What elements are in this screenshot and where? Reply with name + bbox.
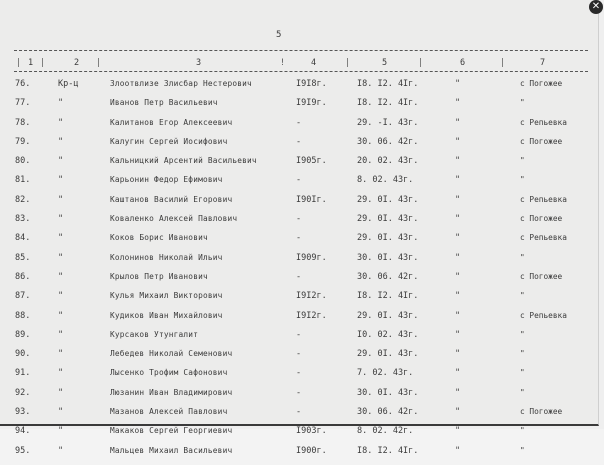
table-row: [0, 349, 598, 368]
table-row: [0, 330, 598, 349]
column-separator: |: [40, 58, 46, 68]
row-column-6: ": [455, 175, 461, 186]
column-header-6: 6: [460, 58, 466, 68]
row-rank: ": [58, 310, 64, 321]
row-place: ": [520, 368, 525, 378]
row-rank: ": [58, 407, 64, 418]
row-date: 29. 0I. 43г.: [357, 214, 419, 225]
row-birth-year: I9I9г.: [296, 98, 327, 109]
row-date: 30. 06. 42г.: [357, 136, 419, 147]
row-birth-year: I909г.: [296, 252, 327, 263]
table-row: [0, 272, 598, 291]
row-date: 8. 02. 43г.: [357, 175, 414, 186]
row-rank: ": [58, 426, 64, 437]
column-header-7: 7: [540, 58, 546, 68]
row-column-6: ": [455, 291, 461, 302]
column-separator: |: [16, 58, 22, 68]
row-place: ": [520, 349, 525, 359]
table-header: [0, 58, 598, 70]
table-row: [0, 446, 598, 465]
row-birth-year: -: [296, 271, 302, 282]
row-date: 29. 0I. 43г.: [357, 194, 419, 205]
table-row: [0, 311, 598, 330]
row-number: 80.: [15, 156, 31, 167]
column-header-4: 4: [311, 58, 317, 68]
row-place: с Репьевка: [520, 117, 567, 127]
row-column-6: ": [455, 194, 461, 205]
row-number: 86.: [15, 271, 31, 282]
row-rank: ": [58, 117, 64, 128]
row-full-name: Кальницкий Арсентий Васильевич: [110, 156, 257, 166]
row-column-6: ": [455, 79, 461, 89]
row-full-name: Мальцев Михаил Васильевич: [110, 445, 233, 455]
column-separator: |: [500, 58, 506, 68]
row-place: ": [520, 329, 525, 339]
row-birth-year: -: [296, 368, 302, 379]
row-date: 29. 0I. 43г.: [357, 233, 419, 244]
row-column-6: ": [455, 310, 461, 321]
table-row: [0, 118, 598, 137]
row-number: 77.: [15, 98, 31, 109]
row-date: 29. 0I. 43г.: [357, 349, 419, 360]
row-column-6: ": [455, 387, 461, 398]
row-place: ": [520, 445, 525, 455]
row-number: 78.: [15, 117, 31, 128]
table-row: [0, 291, 598, 310]
table-row: [0, 426, 598, 445]
row-number: 76.: [15, 79, 31, 89]
row-rank: ": [58, 98, 64, 109]
row-column-6: ": [455, 407, 461, 418]
row-full-name: Лебедев Николай Семенович: [110, 349, 233, 359]
row-place: с Погожее: [520, 136, 563, 146]
row-full-name: Карьонин Федор Ефимович: [110, 175, 223, 185]
row-number: 81.: [15, 175, 31, 186]
row-full-name: Калугин Сергей Иосифович: [110, 136, 228, 146]
row-full-name: Люзанин Иван Владимирович: [110, 387, 233, 397]
row-number: 85.: [15, 252, 31, 263]
row-rank: ": [58, 445, 64, 456]
row-place: с Репьевка: [520, 194, 567, 204]
row-number: 83.: [15, 214, 31, 225]
row-column-6: ": [455, 426, 461, 437]
row-number: 90.: [15, 349, 31, 360]
row-number: 91.: [15, 368, 31, 379]
row-column-6: ": [455, 252, 461, 263]
column-separator: !: [280, 58, 286, 68]
row-birth-year: -: [296, 136, 302, 147]
row-full-name: Колонинов Николай Ильич: [110, 252, 223, 262]
row-column-6: ": [455, 136, 461, 147]
row-full-name: Кудиков Иван Михайлович: [110, 310, 223, 320]
row-birth-year: -: [296, 117, 302, 128]
row-number: 87.: [15, 291, 31, 302]
row-date: I0. 02. 43г.: [357, 329, 419, 340]
row-number: 89.: [15, 329, 31, 340]
table-row: [0, 388, 598, 407]
row-rank: ": [58, 136, 64, 147]
row-full-name: Лысенко Трофим Сафонович: [110, 368, 228, 378]
close-button[interactable]: [589, 0, 603, 14]
row-date: I8. I2. 4Iг.: [357, 98, 419, 109]
row-rank: ": [58, 214, 64, 225]
row-rank: ": [58, 368, 64, 379]
column-header-5: 5: [382, 58, 388, 68]
row-number: 84.: [15, 233, 31, 244]
column-header-2: 2: [74, 58, 80, 68]
table-row: [0, 98, 598, 117]
row-birth-year: -: [296, 214, 302, 225]
table-row: [0, 156, 598, 175]
row-column-6: ": [455, 329, 461, 340]
row-place: ": [520, 156, 525, 166]
row-birth-year: I9I2г.: [296, 310, 327, 321]
row-full-name: Макаков Сергей Георгиевич: [110, 426, 233, 436]
table-row: [0, 253, 598, 272]
header-bottom-rule: [14, 71, 588, 72]
column-separator: |: [418, 58, 424, 68]
row-place: ": [520, 387, 525, 397]
row-column-6: ": [455, 117, 461, 128]
row-number: 95.: [15, 445, 31, 456]
table-row: [0, 407, 598, 426]
row-place: ": [520, 426, 525, 436]
row-place: ": [520, 98, 525, 108]
row-birth-year: -: [296, 329, 302, 340]
row-date: I8. I2. 4Iг.: [357, 445, 419, 456]
row-date: 30. 0I. 43г.: [357, 387, 419, 398]
row-place: ": [520, 175, 525, 185]
row-date: 20. 02. 43г.: [357, 156, 419, 167]
row-place: с Погожее: [520, 271, 563, 281]
row-place: ": [520, 291, 525, 301]
row-rank: Кр-ц: [58, 79, 79, 89]
row-column-6: ": [455, 98, 461, 109]
row-number: 94.: [15, 426, 31, 437]
row-column-6: ": [455, 349, 461, 360]
row-full-name: Курсаков Утунгалит: [110, 329, 199, 339]
row-birth-year: -: [296, 407, 302, 418]
row-date: I8. I2. 4Iг.: [357, 291, 419, 302]
row-rank: ": [58, 271, 64, 282]
table-row: [0, 79, 598, 98]
page-number: 5: [276, 30, 282, 40]
row-column-6: ": [455, 271, 461, 282]
row-column-6: ": [455, 156, 461, 167]
row-birth-year: I903г.: [296, 426, 327, 437]
row-place: с Репьевка: [520, 233, 567, 243]
row-place: с Репьевка: [520, 310, 567, 320]
table-row: [0, 214, 598, 233]
row-number: 82.: [15, 194, 31, 205]
row-birth-year: -: [296, 387, 302, 398]
row-birth-year: I9I2г.: [296, 291, 327, 302]
row-column-6: ": [455, 368, 461, 379]
row-birth-year: -: [296, 175, 302, 186]
row-rank: ": [58, 349, 64, 360]
row-date: 30. 0I. 43г.: [357, 252, 419, 263]
row-date: 29. -I. 43г.: [357, 117, 419, 128]
row-full-name: Иванов Петр Васильевич: [110, 98, 218, 108]
column-header-1: 1: [28, 58, 34, 68]
row-date: 30. 06. 42г.: [357, 407, 419, 418]
row-place: с Погожее: [520, 214, 563, 224]
row-full-name: Калитанов Егор Алексеевич: [110, 117, 233, 127]
close-icon: ✕: [591, 1, 601, 12]
row-number: 88.: [15, 310, 31, 321]
row-birth-year: I9I8г.: [296, 79, 327, 89]
row-date: 30. 06. 42г.: [357, 271, 419, 282]
row-birth-year: I90Iг.: [296, 194, 327, 205]
row-date: 29. 0I. 43г.: [357, 310, 419, 321]
row-full-name: Коваленко Алексей Павлович: [110, 214, 238, 224]
row-full-name: Каштанов Василий Егорович: [110, 194, 233, 204]
row-number: 93.: [15, 407, 31, 418]
row-full-name: Крылов Петр Иванович: [110, 271, 208, 281]
table-row: [0, 233, 598, 252]
row-place: с Погожее: [520, 79, 563, 88]
row-rank: ": [58, 329, 64, 340]
row-column-6: ": [455, 445, 461, 456]
row-place: ": [520, 252, 525, 262]
column-header-3: 3: [196, 58, 202, 68]
header-top-rule: [14, 50, 588, 51]
row-full-name: Коков Борис Иванович: [110, 233, 208, 243]
table-row: [0, 175, 598, 194]
row-rank: ": [58, 156, 64, 167]
row-column-6: ": [455, 233, 461, 244]
column-separator: |: [345, 58, 351, 68]
row-full-name: Мазанов Алексей Павлович: [110, 407, 228, 417]
row-date: I8. I2. 4Iг.: [357, 79, 419, 89]
row-rank: ": [58, 291, 64, 302]
row-full-name: Злоотвлизе Злисбар Нестерович: [110, 79, 252, 88]
row-number: 79.: [15, 136, 31, 147]
row-rank: ": [58, 387, 64, 398]
column-separator: |: [96, 58, 102, 68]
row-rank: ": [58, 252, 64, 263]
row-date: 8. 02. 42г.: [357, 426, 414, 437]
row-column-6: ": [455, 214, 461, 225]
row-rank: ": [58, 175, 64, 186]
row-birth-year: I900г.: [296, 445, 327, 456]
table-row: [0, 195, 598, 214]
row-date: 7. 02. 43г.: [357, 368, 414, 379]
table-row: [0, 137, 598, 156]
table-row: [0, 368, 598, 387]
row-full-name: Кулья Михаил Викторович: [110, 291, 223, 301]
row-number: 92.: [15, 387, 31, 398]
row-birth-year: I905г.: [296, 156, 327, 167]
row-rank: ": [58, 233, 64, 244]
row-rank: ": [58, 194, 64, 205]
register-table: [0, 79, 598, 465]
row-birth-year: -: [296, 349, 302, 360]
row-birth-year: -: [296, 233, 302, 244]
row-place: с Погожее: [520, 407, 563, 417]
